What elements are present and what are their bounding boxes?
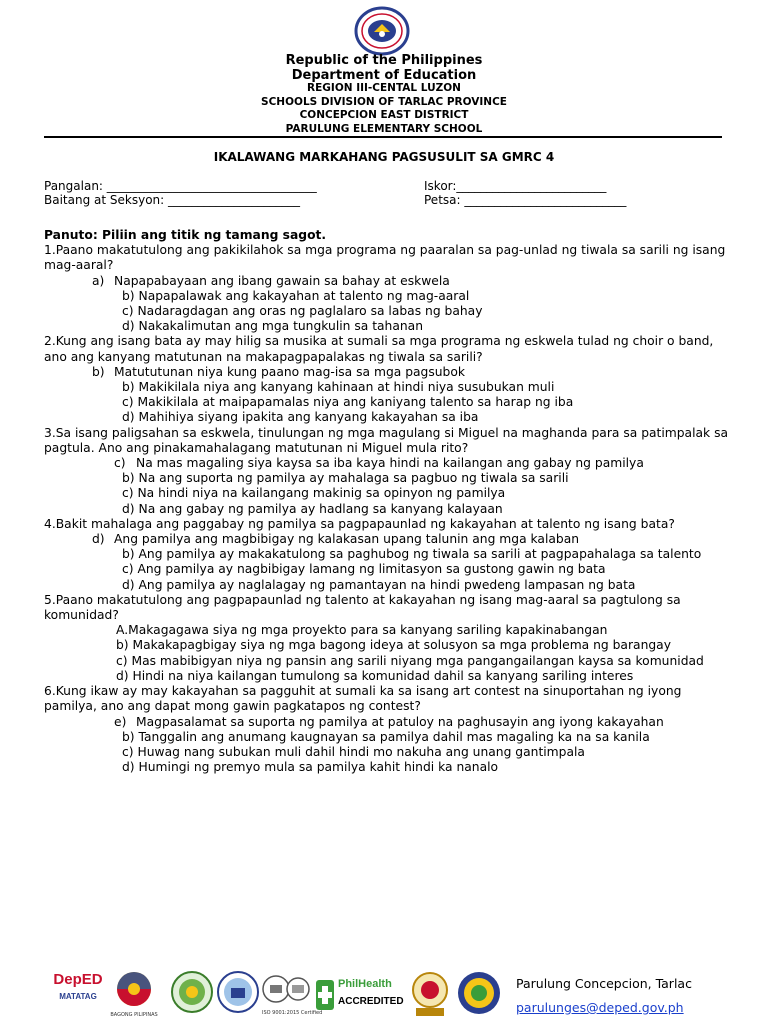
answer-option[interactable]: d) Mahihiya siyang ipakita ang kanyang kakayahan sa iba [122, 410, 479, 425]
question-block-4 [44, 517, 734, 593]
answer-option[interactable]: b) Makakapagbigay siya ng mga bagong ideya at solusyon sa mga problema ng barangay [116, 638, 671, 653]
answer-option[interactable]: d) Na ang gabay ng pamilya ay hadlang sa kanyang kalayaan [122, 501, 503, 516]
school-line: PARULUNG ELEMENTARY SCHOOL [285, 122, 483, 135]
score-field[interactable]: Iskor:_________________________ [424, 179, 607, 193]
answer-option[interactable] [44, 456, 734, 471]
question-text: 5.Paano makatutulong ang pagpapaunlad ng talento at kakayahan ng isang mag-aaral sa pagtulong sa komunidad? [44, 592, 681, 623]
letterhead-top [0, 53, 768, 83]
name-field[interactable]: Pangalan: ___________________________________ [44, 179, 317, 193]
question-text: 1.Paano makatutulong ang pakikilahok sa mga programa ng paaralan sa pag-unlad ng tiwala sa sarili ng isang mag-aaral? [44, 243, 726, 273]
answer-option[interactable] [44, 274, 734, 289]
question-text: 3.Sa isang paligsahan sa eskwela, tinulungan ng mga magulang si Miguel na maghanda para sa patimpalak sa pagtula. Ano ang pinakamahalagang matutunan ni Miguel mula rito? [44, 425, 729, 455]
question-block-3 [44, 426, 734, 517]
school-badge-logo [456, 970, 502, 1016]
answer-option[interactable] [44, 365, 734, 380]
question-block-5 [44, 593, 734, 684]
answer-option[interactable]: b) Makikilala niya ang kanyang kahinaan at hindi niya susubukan muli [122, 380, 555, 395]
footer [0, 966, 768, 1024]
question-block-2 [44, 334, 734, 425]
option-text: Matututunan niya kung paano mag-isa sa mga pagsubok [114, 364, 466, 379]
answer-option[interactable]: d) Hindi na niya kailangan tumulong sa komunidad dahil sa kanyang sariling interes [116, 668, 634, 683]
letterhead-sub [0, 82, 768, 136]
option-label: c) [114, 456, 126, 471]
question-block-1 [44, 243, 734, 334]
option-label: e) [114, 714, 127, 729]
deped-matatag-logo: DepED MATATAG [53, 971, 103, 1001]
option-text: Na mas magaling siya kaysa sa iba kaya hindi na kailangan ang gabay ng pamilya [136, 456, 644, 471]
answer-option[interactable] [44, 715, 734, 730]
department-line: Department of Education [291, 68, 477, 83]
exam-title: IKALAWANG MARKAHANG PAGSUSULIT SA GMRC 4 [213, 150, 555, 164]
option-text: Napapabayaan ang ibang gawain sa bahay at eskwela [114, 273, 450, 288]
philhealth-logo: PhilHealth ACCREDITED [314, 974, 400, 1016]
answer-option[interactable] [44, 532, 734, 547]
option-label: d) [92, 532, 105, 547]
bagong-pilipinas-logo: BAGONG PILIPINAS [110, 970, 158, 1018]
answer-option[interactable]: d) Nakakalimutan ang mga tungkulin sa tahanan [122, 319, 424, 334]
answer-option[interactable]: c) Mas mabibigyan niya ng pansin ang sarili niyang mga pangangailangan kaysa sa komunidad [116, 653, 704, 668]
school-email-link[interactable]: parulunges@deped.gov.ph [516, 1000, 684, 1015]
answer-option[interactable]: c) Huwag nang subukan muli dahil hindi mo nakuha ang unang gantimpala [122, 744, 585, 759]
header-divider [44, 136, 722, 138]
answer-option[interactable]: c) Makikilala at maipapamalas niya ang kaniyang talento sa harap ng iba [122, 395, 574, 410]
option-label: b) [92, 364, 105, 379]
division-seal-logo [170, 970, 214, 1014]
deped-seal-logo [354, 6, 410, 56]
award-emblem-logo [408, 970, 452, 1018]
question-text: 4.Bakit mahalaga ang paggabay ng pamilya sa pagpapaunlad ng kakayahan at talento ng isang bata? [44, 516, 675, 531]
question-text: 2.Kung ang isang bata ay may hilig sa musika at sumali sa mga programa ng eskwela tulad ng choir o band, ano ang kanyang matutunan na makapagpapalakas ng tiwala sa sarili? [44, 334, 714, 364]
district-line: CONCEPCION EAST DISTRICT [299, 109, 469, 121]
school-address: Parulung Concepcion, Tarlac [516, 976, 692, 991]
answer-option[interactable] [44, 623, 734, 638]
answer-option[interactable]: c) Ang pamilya ay nagbibigay lamang ng limitasyon sa gustong gawin ng bata [122, 562, 606, 577]
answer-option[interactable]: b) Na ang suporta ng pamilya ay mahalaga sa pagbuo ng tiwala sa sarili [122, 471, 569, 486]
question-block-6 [44, 684, 734, 775]
republic-line: Republic of the Philippines [285, 53, 483, 68]
region-line: REGION III-CENTAL LUZON [307, 82, 461, 94]
answer-option[interactable]: d) Ang pamilya ay naglalagay ng pamantayan na hindi pwedeng lampasan ng bata [122, 577, 636, 592]
answer-option[interactable]: b) Napapalawak ang kakayahan at talento ng mag-aaral [122, 288, 470, 303]
option-text: Ang pamilya ang magbibigay ng kalakasan upang talunin ang mga kalaban [114, 532, 580, 547]
answer-option[interactable]: b) Ang pamilya ay makakatulong sa paghubog ng tiwala sa sarili at pagpapahalaga sa talento [122, 547, 702, 562]
answer-option[interactable]: b) Tanggalin ang anumang kaugnayan sa pamilya dahil mas magaling ka na sa kanila [122, 729, 650, 744]
option-text: A.Makagagawa siya ng mga proyekto para sa kanyang sariling kapakinabangan [116, 623, 608, 638]
answer-option[interactable]: c) Na hindi niya na kailangang makinig sa opinyon ng pamilya [122, 486, 506, 501]
answer-option[interactable]: d) Humingi ng premyo mula sa pamilya kahit hindi ka nanalo [122, 760, 499, 775]
exam-questions [44, 228, 734, 775]
division-line: SCHOOLS DIVISION OF TARLAC PROVINCE [261, 95, 507, 108]
school-seal-logo [216, 970, 260, 1014]
section-field[interactable]: Baitang at Seksyon: ______________________ [44, 193, 300, 207]
option-label: a) [92, 273, 105, 288]
question-text: 6.Kung ikaw ay may kakayahan sa pagguhit at sumali ka sa isang art contest na sinuportahan ng iyong pamilya, ano ang dapat mong gawin pagkatapos ng contest? [44, 684, 682, 714]
option-text: Magpasalamat sa suporta ng pamilya at patuloy na paghusayin ang iyong kakayahan [136, 714, 664, 729]
answer-option[interactable]: c) Nadaragdagan ang oras ng paglalaro sa labas ng bahay [122, 304, 483, 319]
directions: Panuto: Piliin ang titik ng tamang sagot. [44, 228, 327, 242]
iso-certified-logo: ISO 9001:2015 Certified [262, 972, 310, 1018]
date-field[interactable]: Petsa: ___________________________ [424, 193, 627, 207]
